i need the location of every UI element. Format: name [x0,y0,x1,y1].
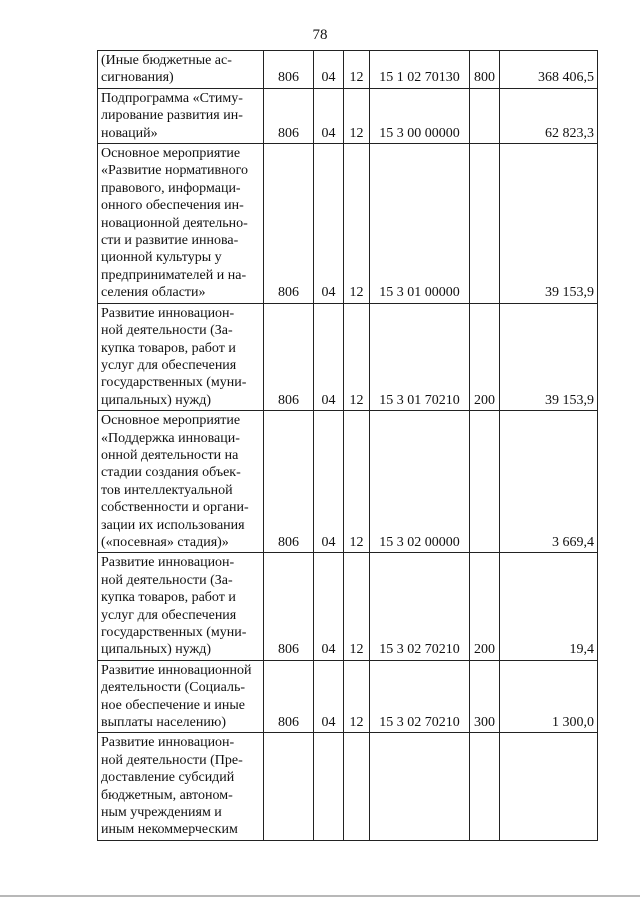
item-name-line: онного обеспечения ин- [101,198,244,214]
budget-table-body [98,51,598,841]
item-name-line: ципальных) нужд) [101,392,212,408]
table-row [98,411,598,553]
target-article-cell: 15 3 01 70210 [370,303,470,410]
section-code-cell: 04 [314,660,344,733]
item-name-line: предпринимателей и на- [101,267,247,283]
item-name-line: услуг для обеспечения [101,607,237,623]
item-name-line: правового, информаци- [101,180,241,196]
item-name-line: купка товаров, работ и [101,590,236,606]
expense-type-cell: 300 [470,660,500,733]
subsection-code-cell [344,733,370,840]
item-name-line: зации их использования [101,517,245,533]
item-name-cell [98,303,264,410]
grbs-code-cell: 806 [264,303,314,410]
item-name-line: Развитие инновационной [101,662,252,678]
subsection-code-cell: 12 [344,144,370,304]
page-number: 78 [312,27,328,43]
item-name-cell [98,411,264,553]
item-name-line: Подпрограмма «Стиму- [101,90,243,106]
budget-table [97,50,598,841]
grbs-code-cell: 806 [264,144,314,304]
item-name-cell [98,144,264,304]
target-article-cell: 15 3 00 00000 [370,88,470,143]
subsection-code-cell: 12 [344,303,370,410]
item-name-line: селения области» [101,285,206,301]
item-name-line: ной деятельности (За- [101,323,233,339]
page-bottom-edge [0,895,640,897]
table-row [98,733,598,840]
item-name-line: Основное мероприятие [101,413,241,429]
item-name-line: бюджетным, автоном- [101,787,233,803]
item-name-line: купка товаров, работ и [101,340,236,356]
target-article-cell: 15 3 02 70210 [370,660,470,733]
grbs-code-cell: 806 [264,553,314,660]
amount-cell: 39 153,9 [500,144,598,304]
expense-type-cell [470,144,500,304]
item-name-line: («посевная» стадия)» [101,534,229,550]
section-code-cell: 04 [314,303,344,410]
item-name-line: онной деятельности на [101,447,239,463]
table-row [98,553,598,660]
item-name-line: государственных (муни- [101,625,247,640]
item-name-line: лирование развития ин- [101,108,243,124]
table-row [98,303,598,410]
item-name-line: ной деятельности (Пре- [101,752,243,768]
target-article-cell: 15 3 01 00000 [370,144,470,304]
item-name-line: стадии создания объек- [101,465,241,481]
target-article-cell [370,733,470,840]
item-name-line: доставление субсидий [101,770,235,786]
expense-type-cell [470,88,500,143]
item-name-cell [98,733,264,840]
section-code-cell: 04 [314,51,344,89]
item-name-cell [98,88,264,143]
item-name-line: сти и развитие иннова- [101,233,239,249]
expense-type-cell: 800 [470,51,500,89]
item-name-line: выплаты населению) [101,715,226,731]
subsection-code-cell: 12 [344,411,370,553]
amount-cell: 368 406,5 [500,51,598,89]
amount-cell [500,733,598,840]
subsection-code-cell: 12 [344,553,370,660]
section-code-cell: 04 [314,411,344,553]
item-name-line: Развитие инновацион- [101,555,235,571]
table-row [98,660,598,733]
item-name-line: услуг для обеспечения [101,357,237,373]
item-name-line: (Иные бюджетные ас- [101,53,232,68]
section-code-cell [314,733,344,840]
expense-type-cell [470,411,500,553]
subsection-code-cell: 12 [344,88,370,143]
grbs-code-cell [264,733,314,840]
item-name-line: собственности и органи- [101,500,249,516]
amount-cell: 3 669,4 [500,411,598,553]
item-name-line: иным некоммерческим [101,822,238,838]
amount-cell: 39 153,9 [500,303,598,410]
amount-cell: 1 300,0 [500,660,598,733]
item-name-line: Основное мероприятие [101,146,241,162]
grbs-code-cell: 806 [264,51,314,89]
item-name-cell [98,660,264,733]
item-name-cell [98,51,264,89]
grbs-code-cell: 806 [264,88,314,143]
expense-type-cell: 200 [470,303,500,410]
section-code-cell: 04 [314,88,344,143]
subsection-code-cell: 12 [344,660,370,733]
item-name-line: государственных (муни- [101,375,247,391]
item-name-line: ным учреждениям и [101,805,222,821]
target-article-cell: 15 1 02 70130 [370,51,470,89]
grbs-code-cell: 806 [264,411,314,553]
amount-cell: 19,4 [500,553,598,660]
item-name-cell [98,553,264,660]
expense-type-cell: 200 [470,553,500,660]
expense-type-cell [470,733,500,840]
item-name-line: деятельности (Социаль- [101,680,245,696]
section-code-cell: 04 [314,553,344,660]
table-row [98,88,598,143]
item-name-line: ционной культуры у [101,250,222,266]
amount-cell: 62 823,3 [500,88,598,143]
item-name-line: ное обеспечение и иные [101,697,245,713]
item-name-line: ной деятельности (За- [101,572,233,588]
item-name-line: Развитие инновацион- [101,735,235,751]
item-name-line: тов интеллектуальной [101,482,233,498]
target-article-cell: 15 3 02 70210 [370,553,470,660]
item-name-line: сигнования) [101,70,174,86]
item-name-line: «Развитие нормативного [101,163,248,179]
table-row [98,51,598,89]
target-article-cell: 15 3 02 00000 [370,411,470,553]
item-name-line: новационной деятельно- [101,215,248,231]
table-row [98,144,598,304]
section-code-cell: 04 [314,144,344,304]
grbs-code-cell: 806 [264,660,314,733]
item-name-line: ципальных) нужд) [101,642,212,658]
subsection-code-cell: 12 [344,51,370,89]
item-name-line: новаций» [101,125,158,141]
item-name-line: Развитие инновацион- [101,305,235,321]
item-name-line: «Поддержка инноваци- [101,430,240,446]
